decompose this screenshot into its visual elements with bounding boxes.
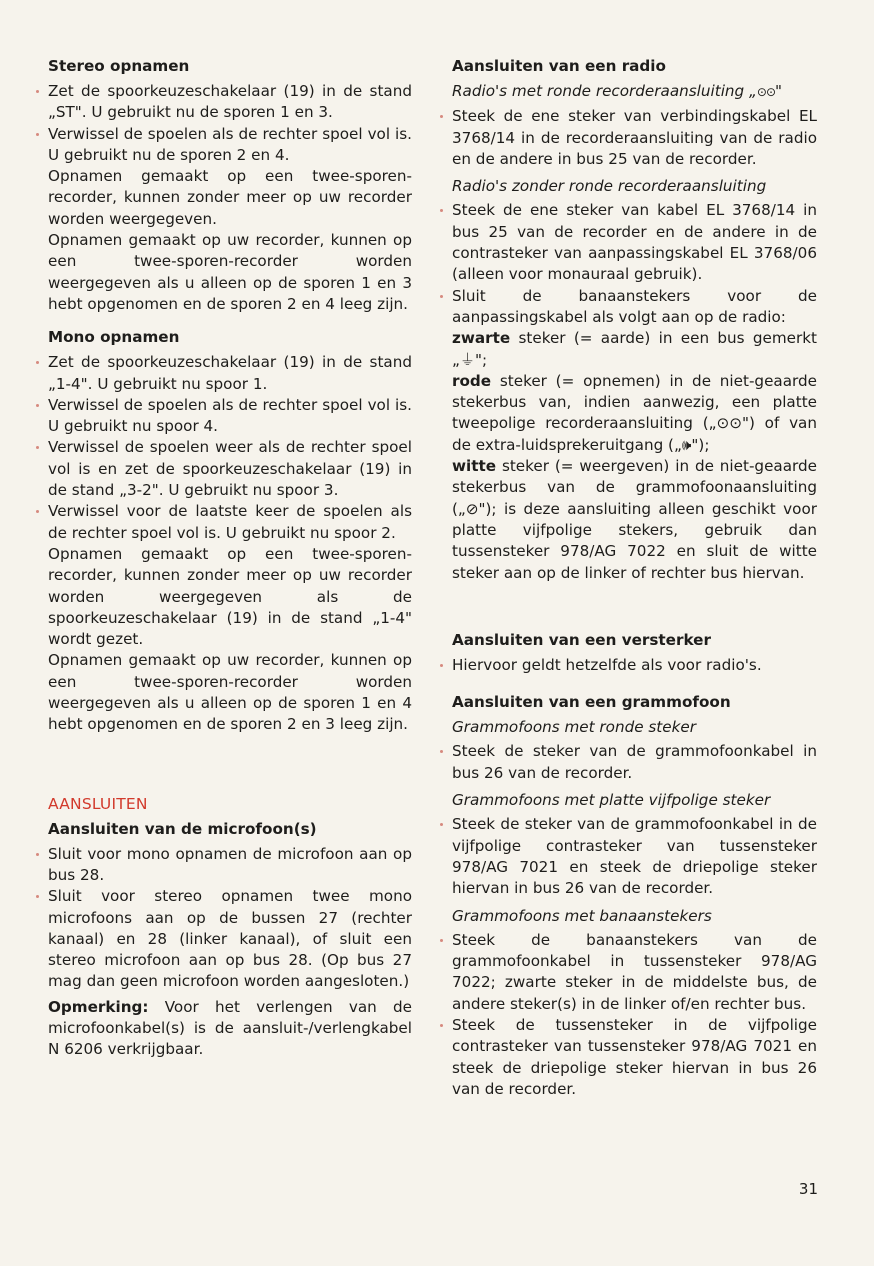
grammofoon-heading: Aansluiten van een grammofoon: [452, 693, 731, 712]
grammofoon-sub-1: Grammofoons met ronde steker: [452, 718, 696, 737]
stereo-heading: Stereo opnamen: [48, 57, 190, 75]
right-column: [452, 56, 817, 1100]
left-column: [48, 56, 412, 1061]
rode-text: steker (= opnemen) in de niet-geaarde stekerbus van, indien aanwezig, een platte tweepolige recorderaansluiting („⊙⊙") of van de extra-luidsprekeruitgang („🕪");: [452, 371, 817, 454]
radio-sub-1-end: ": [775, 82, 782, 100]
section-title-aansluiten: AANSLUITEN: [48, 794, 148, 813]
radio-sub-2: Radio's zonder ronde recorderaansluiting: [452, 177, 767, 196]
radio-bullet-3: Sluit de banaanstekers voor de aanpassingskabel als volgt aan op de radio:: [452, 286, 817, 329]
zwarte-item: [452, 328, 817, 371]
radio-heading: Aansluiten van een radio: [452, 57, 666, 75]
grammofoon-sub-2: Grammofoons met platte vijfpolige steker: [452, 791, 771, 810]
witte-item: [452, 456, 817, 584]
witte-text: steker (= weergeven) in de niet-geaarde stekerbus van de grammofoonaansluiting („⊘"); is deze aansluiting alleen geschikt voor platte vijfpolige stekers, gebruik dan tussensteker 978/AG 7022 en sluit de witte steker aan op de linker of rechter bus hiervan.: [452, 457, 817, 582]
mono-para-1: Opnamen gemaakt op een twee-sporen-recorder, kunnen zonder meer op uw recorder worden weergegeven als de spoorkeuzeschakelaar (19) in de stand „1-4" wordt gezet.: [48, 544, 412, 649]
opmerking-label: Opmerking:: [48, 997, 149, 1016]
stereo-bullet-1: Zet de spoorkeuzeschakelaar (19) in de stand „ST". U gebruikt nu de sporen 1 en 3.: [48, 81, 412, 124]
radio-bullet-2: Steek de ene steker van kabel EL 3768/14 in bus 25 van de recorder en de andere in de contrasteker van aanpassingskabel EL 3768/06 (alleen voor monauraal gebruik).: [452, 200, 817, 285]
page-number: 31: [798, 1180, 818, 1198]
mono-bullet-1: Zet de spoorkeuzeschakelaar (19) in de stand „1-4". U gebruikt nu spoor 1.: [48, 352, 412, 395]
opmerking-note: [48, 997, 412, 1061]
radio-sub-1: [452, 81, 817, 103]
zwarte-label: zwarte: [452, 329, 511, 348]
radio-bullet-1: Steek de ene steker van verbindingskabel EL 3768/14 in de recorderaansluiting van de radio en de andere in bus 25 van de recorder.: [452, 106, 817, 170]
grammofoon-bullet-2: Steek de steker van de grammofoonkabel in de vijfpolige contrasteker van tussensteker 978/AG 7021 en steek de driepolige steker hiervan in bus 26 van de recorder.: [452, 814, 817, 899]
microfoon-bullet-1: Sluit voor mono opnamen de microfoon aan op bus 28.: [48, 844, 412, 887]
versterker-bullet: Hiervoor geldt hetzelfde als voor radio's.: [452, 655, 817, 676]
mono-bullet-2: Verwissel de spoelen als de rechter spoel vol is. U gebruikt nu spoor 4.: [48, 395, 412, 438]
rode-item: [452, 371, 817, 456]
grammofoon-sub-3: Grammofoons met banaanstekers: [452, 906, 712, 925]
microfoon-bullet-2: Sluit voor stereo opnamen twee mono microfoons aan op de bussen 27 (rechter kanaal) en 28 (linker kanaal), of sluit een stereo microfoon aan op bus 28. (Op bus 27 mag dan geen microfoon worden aangesloten.): [48, 886, 412, 992]
mono-para-2: Opnamen gemaakt op uw recorder, kunnen op een twee-sporen-recorder worden weergegeven als u alleen op de sporen 1 en 4 hebt opgenomen en de sporen 2 en 3 leeg zijn.: [48, 651, 412, 734]
recorder-socket-icon: ⊙⊙: [756, 85, 775, 99]
stereo-bullet-2: Verwissel de spoelen als de rechter spoel vol is. U gebruikt nu de sporen 2 en 4.: [48, 124, 412, 167]
radio-sub-1-text: Radio's met ronde recorderaansluiting „: [452, 82, 757, 100]
grammofoon-bullet-4: Steek de tussensteker in de vijfpolige contrasteker van tussensteker 978/AG 7021 en steek de driepolige steker hiervan in bus 26 van de recorder.: [452, 1015, 817, 1100]
grammofoon-bullet-3: Steek de banaanstekers van de grammofoonkabel in tussensteker 978/AG 7022; zwarte steker in de middelste bus, de andere steker(s) in de linker of/en rechter bus.: [452, 930, 817, 1015]
grammofoon-bullet-1: Steek de steker van de grammofoonkabel in bus 26 van de recorder.: [452, 741, 817, 784]
stereo-para-1: Opnamen gemaakt op een twee-sporen-recorder, kunnen zonder meer op uw recorder worden weergegeven.: [48, 167, 412, 228]
rode-label: rode: [452, 371, 492, 390]
mono-bullet-4: Verwissel voor de laatste keer de spoelen als de rechter spoel vol is. U gebruikt nu spoor 2.: [48, 501, 412, 544]
mono-bullet-3: Verwissel de spoelen weer als de rechter spoel vol is en zet de spoorkeuzeschakelaar (19) in de stand „3-2". U gebruikt nu spoor 3.: [48, 437, 412, 501]
witte-label: witte: [452, 457, 497, 476]
versterker-heading: Aansluiten van een versterker: [452, 630, 711, 649]
opmerking-text: Voor het verlengen van de microfoonkabel(s) is de aansluit-/verlengkabel N 6206 verkrijgbaar.: [48, 997, 412, 1059]
zwarte-text: steker (= aarde) in een bus gemerkt „⏚";: [452, 329, 817, 369]
microfoon-heading: Aansluiten van de microfoon(s): [48, 819, 317, 838]
stereo-para-2: Opnamen gemaakt op uw recorder, kunnen op een twee-sporen-recorder worden weergegeven als u alleen op de sporen 1 en 3 hebt opgenomen en de sporen 2 en 4 leeg zijn.: [48, 231, 412, 313]
mono-heading: Mono opnamen: [48, 328, 180, 347]
